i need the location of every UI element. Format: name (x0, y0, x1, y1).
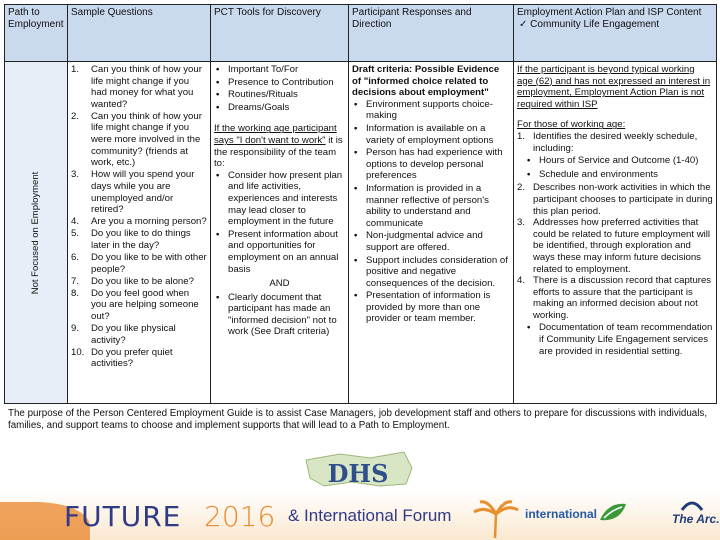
header-plan-check: ✓ Community Life Engagement (519, 19, 660, 30)
tool-action: • Consider how present plan and life activities, experiences and interests may lead closer to employment in the future (214, 170, 345, 228)
step-sub-item: • Documentation of team recommendation if Community Life Engagement services are provided in residential setting. (525, 322, 713, 357)
question-item (71, 276, 207, 288)
step-text: Addresses how preferred activities that could be related to future employment will be identified, through exploration and ways these may inform future decisions related to employment. (533, 217, 711, 275)
step4-sublist (525, 322, 713, 357)
conference-banner (0, 490, 720, 540)
response-item: • Non-judgmental advice and support are offered. (352, 230, 510, 253)
question-item (71, 64, 207, 110)
question-number: 1. (71, 64, 80, 75)
step-text: Identifies the desired weekly schedule, including: (533, 130, 698, 154)
response-item: • Environment supports choice-making (352, 99, 510, 122)
tool-item: • Routines/Rituals (214, 89, 345, 101)
step1-sublist (525, 155, 713, 180)
response-item: • Information is available on a variety of employment options (352, 123, 510, 146)
tool-item: • Presence to Contribution (214, 77, 345, 89)
question-item (71, 228, 207, 251)
question-text: Can you think of how your life might change if you had money for what you wanted? (91, 64, 202, 110)
question-number: 5. (71, 228, 80, 240)
question-text: Do you like to be alone? (91, 275, 194, 287)
content-row (5, 62, 717, 404)
questions-cell (68, 62, 211, 404)
header-responses: Participant Responses and Direction (349, 5, 514, 62)
question-text: Do you feel good when you are helping someone out? (91, 287, 199, 322)
question-item (71, 169, 207, 215)
leaf-icon (598, 500, 628, 526)
palm-tree-icon (470, 498, 520, 538)
question-text: Do you like to do things later in the day? (91, 228, 191, 251)
plan-step (517, 217, 713, 275)
tools-cell (211, 62, 349, 404)
tools-final-list (214, 292, 345, 338)
tools-condition (214, 123, 345, 169)
plan-step (517, 131, 713, 154)
step-text: Describes non-work activities in which the participant chooses to participate in during this plan period. (533, 182, 713, 217)
question-item (71, 347, 207, 370)
row-label: Not Focused on Employment (30, 171, 42, 294)
response-item: • Information is provided in a manner reflective of person's ability to understand and communicate (352, 183, 510, 229)
question-item (71, 252, 207, 275)
header-questions: Sample Questions (68, 5, 211, 62)
question-number: 6. (71, 252, 80, 263)
question-item (71, 323, 207, 346)
plan-step (517, 275, 713, 321)
question-number: 2. (71, 110, 80, 122)
tool-item: • Important To/For (214, 64, 345, 76)
question-text: How will you spend your days while you are unemployed and/or retired? (91, 169, 195, 216)
question-item (71, 111, 207, 169)
row-label-cell (5, 62, 68, 404)
step-number: 2. (517, 182, 526, 194)
question-number: 3. (71, 169, 80, 181)
and-label: AND (269, 278, 290, 290)
logo-text: DHS (327, 459, 389, 488)
plan-cell (514, 62, 717, 404)
header-row (5, 5, 717, 62)
step-number: 1. (517, 130, 526, 142)
response-item: • Presentation of information is provided by more than one provider or team member. (352, 290, 510, 325)
question-number: 8. (71, 287, 80, 299)
tool-final: • Clearly document that participant has made an "informed decision" not to work (See Draft criteria) (214, 292, 345, 338)
plan-step (517, 182, 713, 217)
question-item (71, 216, 207, 228)
question-text: Do you like to be with other people? (91, 252, 207, 275)
plan-intro: If the participant is beyond typical working age (62) and has not expressed an interest in employment, Employment Action Plan is not required within ISP (517, 64, 711, 110)
tool-action: • Present information about and opportunities for employment on an annual basis (214, 229, 345, 275)
question-item (71, 288, 207, 323)
question-text: Do you like physical activity? (91, 323, 176, 346)
question-number: 10. (71, 346, 85, 358)
banner-partner-arc: The Arc. (672, 512, 720, 526)
responses-list (352, 99, 510, 325)
purpose-statement: The purpose of the Person Centered Employment Guide is to assist Case Managers, job development staff and others to prepare for discussions with individuals, families, and support teams to choose and implement supports that will lead to a Path to Employment. (8, 408, 708, 431)
plan-working-heading: For those of working age: (517, 119, 626, 131)
header-plan-title: Employment Action Plan and ISP Content (517, 7, 702, 18)
question-number: 9. (71, 323, 80, 335)
banner-year: 2016 (204, 500, 276, 533)
header-tools: PCT Tools for Discovery (211, 5, 349, 62)
banner-partner-international: international (525, 507, 598, 521)
step-sub-item: • Hours of Service and Outcome (1-40) (525, 155, 713, 167)
step-text: There is a discussion record that captures efforts to assure that the participant is making an informed decision about not working. (533, 275, 712, 321)
employment-guide-table (4, 4, 717, 404)
step-number: 3. (517, 217, 526, 229)
question-text: Can you think of how your life might change if you were more involved in the community? (friends at work, etc.) (91, 110, 202, 169)
question-text: Are you a morning person? (91, 216, 207, 228)
question-number: 4. (71, 216, 80, 228)
questions-list (71, 64, 207, 370)
response-item: • Person has had experience with options to develop personal preferences (352, 147, 510, 182)
tools-condition-underlined: If the working age participant says "I don't want to work" (214, 123, 337, 146)
header-plan (514, 5, 717, 62)
header-path: Path to Employment (5, 5, 68, 62)
response-item: • Support includes consideration of positive and negative consequences of the decision. (352, 255, 510, 290)
tools-condition-rest: it is the responsibility of the team to: (214, 134, 343, 170)
responses-heading: Draft criteria: Possible Evidence of "informed choice related to decisions about employment" (352, 64, 500, 99)
question-number: 7. (71, 275, 80, 287)
tools-list (214, 64, 345, 113)
responses-cell (349, 62, 514, 404)
banner-future: FUTURE (64, 500, 182, 533)
question-text: Do you prefer quiet activities? (91, 346, 173, 370)
banner-forum: & International Forum (288, 506, 452, 525)
arc-logo-icon (680, 498, 704, 512)
step-sub-item: • Schedule and environments (525, 169, 713, 181)
step-number: 4. (517, 275, 526, 287)
tools-actions (214, 170, 345, 275)
tool-item: • Dreams/Goals (214, 102, 345, 114)
